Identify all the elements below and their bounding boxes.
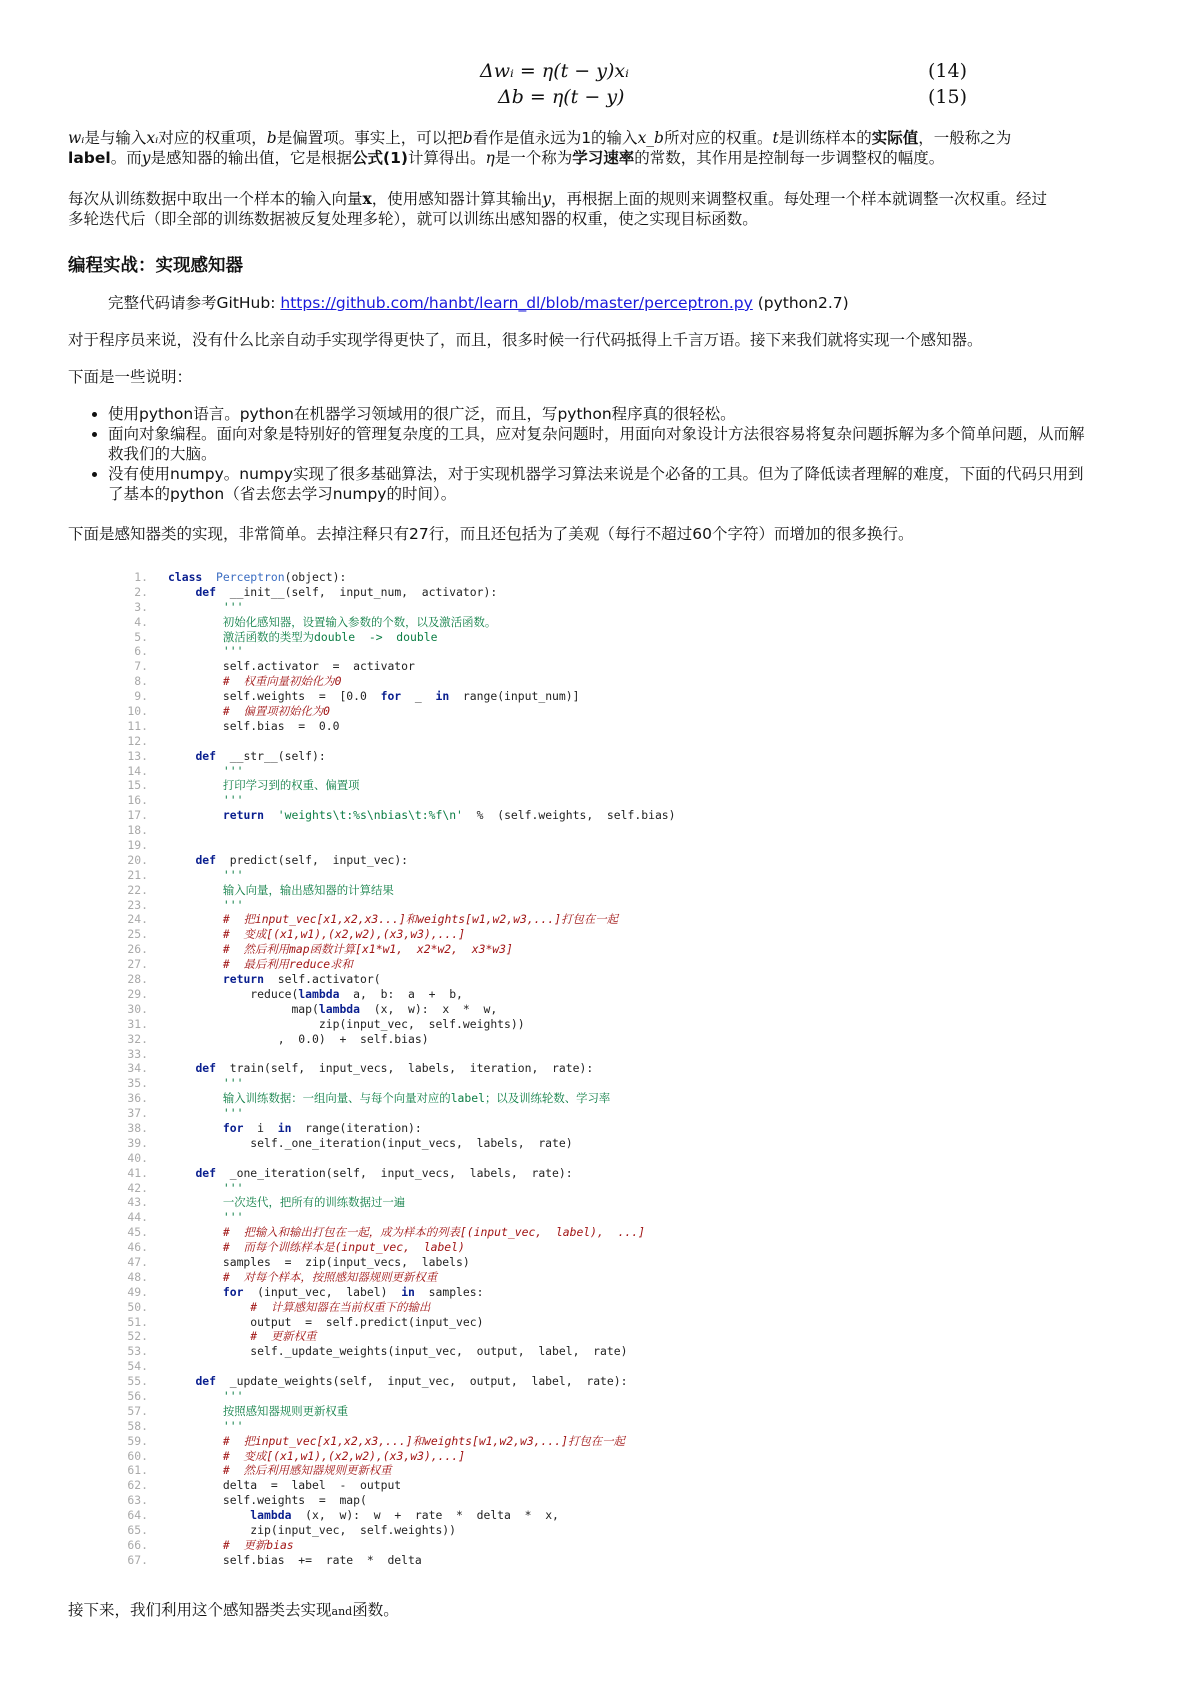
code-text: zip(input_vec, self.weights))	[168, 1523, 457, 1537]
equation-15	[0, 86, 1192, 112]
code-text: map(lambda (x, w): x * w,	[168, 1001, 498, 1016]
line-number: 39.	[127, 1135, 148, 1150]
line-number: 17.	[127, 808, 148, 823]
bold-formula-ref: 公式(1)	[352, 149, 408, 167]
code-text: 输入向量，输出感知器的计算结果	[222, 882, 394, 897]
code-text: # 变成[(x1,w1),(x2,w2),(x3,w3),...]	[222, 927, 466, 942]
line-number: 18.	[127, 823, 148, 838]
code-line	[118, 1374, 1018, 1389]
text: 函数。	[352, 1601, 399, 1619]
code-line	[118, 1434, 1018, 1449]
code-line	[118, 659, 1018, 674]
code-text: # 变成[(x1,w1),(x2,w2),(x3,w3),...]	[222, 1448, 466, 1463]
github-prefix: 完整代码请参考GitHub:	[108, 294, 281, 312]
code-text: self._update_weights(input_vec, output, label, rate)	[168, 1344, 628, 1359]
line-number: 58.	[127, 1418, 148, 1433]
line-number: 21.	[127, 867, 148, 882]
code-text: return self.activator(	[222, 972, 381, 987]
text: ，再根据上面的规则来调整权重。每处理一个样本就调整一次权重。经过多轮迭代后（即全部的训练数据被反复处理多轮），就可以训练出感知器的权重，使之实现目标函数。	[68, 190, 1048, 228]
code-line	[118, 912, 1018, 927]
line-number: 31.	[127, 1016, 148, 1031]
text: 接下来，我们利用这个感知器类去实现	[68, 1601, 332, 1619]
symbol-eta: η	[485, 149, 495, 167]
code-text: # 而每个训练样本是(input_vec, label)	[222, 1240, 465, 1255]
code-text: '''	[222, 1418, 244, 1433]
code-text: 初始化感知器，设置输入参数的个数，以及激活函数。	[222, 614, 497, 629]
line-number: 10.	[127, 704, 148, 719]
line-number: 14.	[127, 763, 148, 778]
text: 是一个称为	[494, 149, 573, 167]
code-line	[118, 1195, 1018, 1210]
line-number: 30.	[127, 1001, 148, 1016]
code-line	[118, 957, 1018, 972]
notes-list	[68, 404, 1093, 504]
line-number: 64.	[127, 1508, 148, 1523]
line-number: 15.	[127, 778, 148, 793]
line-number: 12.	[127, 733, 148, 748]
code-text: return 'weights\t:%s\nbias\t:%f\n' % (self.weights, self.bias)	[222, 808, 676, 823]
line-number: 43.	[127, 1195, 148, 1210]
code-line	[118, 749, 1018, 764]
code-line	[118, 1538, 1018, 1553]
paragraph-next-step	[68, 1600, 1053, 1622]
code-text: def _update_weights(self, input_vec, output, label, rate):	[195, 1374, 628, 1389]
code-text: 激活函数的类型为double -> double	[222, 629, 438, 644]
code-line	[118, 808, 1018, 823]
code-text: # 更新权重	[250, 1329, 317, 1344]
line-number: 23.	[127, 897, 148, 912]
bold-label: label	[68, 149, 111, 167]
line-number: 5.	[134, 629, 148, 644]
code-line	[118, 1017, 1018, 1032]
code-line	[118, 1151, 1018, 1166]
code-line	[118, 853, 1018, 868]
code-text: # 对每个样本，按照感知器规则更新权重	[222, 1269, 438, 1284]
code-line	[118, 883, 1018, 898]
code-line	[118, 704, 1018, 719]
symbol-b: b	[266, 129, 277, 147]
line-number: 9.	[134, 689, 148, 704]
line-number: 59.	[127, 1433, 148, 1448]
line-number: 60.	[127, 1448, 148, 1463]
code-line	[118, 1240, 1018, 1255]
paragraph-notes-intro: 下面是一些说明：	[68, 368, 193, 386]
line-number: 6.	[134, 644, 148, 659]
code-line	[118, 630, 1018, 645]
code-text: # 偏置项初始化为0	[222, 704, 331, 719]
code-line	[118, 1449, 1018, 1464]
code-text: '''	[222, 793, 244, 808]
line-number: 49.	[127, 1284, 148, 1299]
text: 看作是值永远为1的输入	[472, 129, 638, 147]
code-line	[118, 1344, 1018, 1359]
code-text: # 计算感知器在当前权重下的输出	[250, 1299, 431, 1314]
line-number: 46.	[127, 1240, 148, 1255]
code-text: self.activator = activator	[168, 659, 415, 674]
code-text: '''	[222, 763, 244, 778]
code-line	[118, 585, 1018, 600]
code-text: reduce(lambda a, b: a + b,	[168, 986, 463, 1001]
code-line	[118, 778, 1018, 793]
line-number: 57.	[127, 1403, 148, 1418]
line-number: 16.	[127, 793, 148, 808]
code-text: 按照感知器规则更新权重	[222, 1403, 349, 1418]
equation-15-expr: Δb = η(t − y)	[498, 86, 625, 108]
code-text: '''	[222, 1076, 244, 1091]
line-number: 55.	[127, 1374, 148, 1389]
line-number: 44.	[127, 1210, 148, 1225]
list-item: • 没有使用numpy。numpy实现了很多基础算法，对于实现机器学习算法来说是个必备的工具。但为了降低读者理解的难度，下面的代码只用到了基本的python（省去您去学习numpy的时间）。	[108, 464, 1093, 504]
line-number: 22.	[127, 882, 148, 897]
line-number: 36.	[127, 1091, 148, 1106]
symbol-xb: x_b	[637, 129, 664, 147]
equation-14	[0, 60, 1192, 86]
line-number: 34.	[127, 1061, 148, 1076]
line-number: 61.	[127, 1463, 148, 1478]
code-text: zip(input_vec, self.weights))	[168, 1016, 525, 1031]
line-number: 47.	[127, 1254, 148, 1269]
line-number: 4.	[134, 614, 148, 629]
line-number: 2.	[134, 584, 148, 599]
code-line	[118, 1419, 1018, 1434]
code-text: # 把input_vec[x1,x2,x3...]和weights[w1,w2,w3,...]打包在一起	[222, 912, 619, 927]
code-line	[118, 1508, 1018, 1523]
line-number: 33.	[127, 1046, 148, 1061]
code-line	[118, 1166, 1018, 1181]
line-number: 56.	[127, 1388, 148, 1403]
code-line	[118, 1300, 1018, 1315]
github-suffix: (python2.7)	[752, 294, 849, 312]
code-line	[118, 1404, 1018, 1419]
code-line	[118, 719, 1018, 734]
line-number: 53.	[127, 1344, 148, 1359]
code-line	[118, 793, 1018, 808]
text: 是训练样本的	[778, 129, 872, 147]
line-number: 7.	[134, 659, 148, 674]
symbol-y: y	[141, 149, 151, 167]
code-text: '''	[222, 1210, 244, 1225]
text: 是感知器的输出值，它是根据	[150, 149, 352, 167]
paragraph-training-process	[68, 189, 1053, 229]
code-text: '''	[222, 599, 244, 614]
code-line	[118, 1225, 1018, 1240]
symbol-y: y	[542, 190, 552, 208]
code-line	[118, 674, 1018, 689]
line-number: 8.	[134, 674, 148, 689]
code-text: '''	[222, 1180, 244, 1195]
code-line	[118, 1463, 1018, 1478]
code-and: and	[331, 1605, 353, 1618]
code-text: self.bias += rate * delta	[168, 1552, 422, 1567]
code-line	[118, 1553, 1018, 1568]
line-number: 54.	[127, 1359, 148, 1374]
symbol-b: b	[462, 129, 473, 147]
code-text: 一次迭代，把所有的训练数据过一遍	[222, 1195, 406, 1210]
line-number: 27.	[127, 957, 148, 972]
text: 是偏置项。事实上，可以把	[276, 129, 463, 147]
code-line	[118, 898, 1018, 913]
code-line	[118, 644, 1018, 659]
text: 。而	[110, 149, 142, 167]
code-text: samples = zip(input_vecs, labels)	[168, 1254, 470, 1269]
code-line	[118, 1076, 1018, 1091]
line-number: 1.	[134, 570, 148, 584]
equation-15-number: (15)	[927, 86, 967, 108]
list-item: • 面向对象编程。面向对象是特别好的管理复杂度的工具，应对复杂问题时，用面向对象设计方法很容易将复杂问题拆解为多个简单问题，从而解救我们的大脑。	[108, 424, 1093, 464]
line-number: 29.	[127, 986, 148, 1001]
code-line	[118, 1285, 1018, 1300]
code-line	[118, 615, 1018, 630]
line-number: 41.	[127, 1165, 148, 1180]
code-text: def __init__(self, input_num, activator):	[195, 584, 498, 599]
code-line	[118, 1032, 1018, 1047]
code-text: # 然后利用map函数计算[x1*w1, x2*w2, x3*w3]	[222, 942, 513, 957]
code-line	[118, 1329, 1018, 1344]
code-text: # 然后利用感知器规则更新权重	[222, 1463, 392, 1478]
line-number: 26.	[127, 942, 148, 957]
line-number: 24.	[127, 912, 148, 927]
code-line	[118, 987, 1018, 1002]
line-number: 42.	[127, 1180, 148, 1195]
line-number: 63.	[127, 1493, 148, 1508]
code-text: '''	[222, 644, 244, 659]
line-number: 28.	[127, 972, 148, 987]
symbol-x: x	[362, 189, 372, 208]
code-line	[118, 1002, 1018, 1017]
code-line	[118, 1091, 1018, 1106]
code-line	[118, 1121, 1018, 1136]
code-text: self._one_iteration(input_vecs, labels, rate)	[168, 1135, 573, 1150]
line-number: 48.	[127, 1269, 148, 1284]
code-block	[118, 570, 1018, 1568]
line-number: 25.	[127, 927, 148, 942]
code-line	[118, 1181, 1018, 1196]
code-line	[118, 1478, 1018, 1493]
code-text: for (input_vec, label) in samples:	[222, 1284, 484, 1299]
line-number: 51.	[127, 1314, 148, 1329]
symbol-wi: wᵢ	[68, 129, 85, 147]
code-line	[118, 1389, 1018, 1404]
line-number: 62.	[127, 1478, 148, 1493]
code-line	[118, 689, 1018, 704]
symbol-t: t	[772, 129, 779, 147]
code-text: # 最后利用reduce求和	[222, 957, 353, 972]
code-text: # 把输入和输出打包在一起，成为样本的列表[(input_vec, label), ...]	[222, 1225, 646, 1240]
line-number: 11.	[127, 718, 148, 733]
code-text: class Perceptron(object):	[168, 570, 347, 584]
code-text: self.bias = 0.0	[168, 718, 340, 733]
code-line	[118, 1493, 1018, 1508]
code-line	[118, 1136, 1018, 1151]
code-text: def __str__(self):	[195, 748, 326, 763]
line-number: 45.	[127, 1225, 148, 1240]
code-text: self.weights = map(	[168, 1493, 367, 1508]
line-number: 13.	[127, 748, 148, 763]
text: ，使用感知器计算其输出	[371, 190, 543, 208]
code-line	[118, 600, 1018, 615]
line-number: 52.	[127, 1329, 148, 1344]
code-text: def train(self, input_vecs, labels, iteration, rate):	[195, 1061, 594, 1076]
code-line	[118, 1210, 1018, 1225]
code-text: output = self.predict(input_vec)	[168, 1314, 484, 1329]
code-text: 打印学习到的权重、偏置项	[222, 778, 360, 793]
bold-learning-rate: 学习速率	[572, 149, 635, 167]
line-number: 40.	[127, 1150, 148, 1165]
code-text: '''	[222, 897, 244, 912]
code-line	[118, 1315, 1018, 1330]
code-line	[118, 1359, 1018, 1374]
bold-actual-value: 实际值	[871, 129, 919, 147]
code-line	[118, 1047, 1018, 1062]
symbol-xi: xᵢ	[146, 129, 159, 147]
line-number: 67.	[127, 1552, 148, 1567]
code-line	[118, 1255, 1018, 1270]
section-heading: 编程实战：实现感知器	[68, 256, 243, 276]
code-text: # 更新bias	[222, 1537, 294, 1552]
code-text: def predict(self, input_vec):	[195, 852, 409, 867]
code-line	[118, 1106, 1018, 1121]
paragraph-weight-update-explanation	[68, 128, 1053, 168]
code-text: , 0.0) + self.bias)	[168, 1031, 429, 1046]
code-text: '''	[222, 1388, 244, 1403]
code-text: '''	[222, 1106, 244, 1121]
code-text: # 权重向量初始化为0	[222, 674, 342, 689]
code-line	[118, 570, 1018, 585]
list-item: • 使用python语言。python在机器学习领域用的很广泛，而且，写python程序真的很轻松。	[108, 404, 1093, 424]
text: 对应的权重项，	[158, 129, 267, 147]
equation-14-expr: Δwᵢ = η(t − y)xᵢ	[480, 60, 629, 82]
code-text: # 把input_vec[x1,x2,x3,...]和weights[w1,w2,w3,...]打包在一起	[222, 1433, 625, 1448]
line-number: 19.	[127, 838, 148, 853]
text: 是与输入	[84, 129, 147, 147]
code-text: '''	[222, 867, 244, 882]
line-number: 38.	[127, 1120, 148, 1135]
line-number: 32.	[127, 1031, 148, 1046]
code-line	[118, 1270, 1018, 1285]
text: 所对应的权重。	[663, 129, 773, 147]
line-number: 66.	[127, 1537, 148, 1552]
line-number: 37.	[127, 1106, 148, 1121]
equation-14-number: (14)	[927, 60, 967, 82]
code-text: def _one_iteration(self, input_vecs, labels, rate):	[195, 1165, 573, 1180]
text: ，一般称之为	[918, 129, 1012, 147]
code-line	[118, 868, 1018, 883]
code-line	[118, 942, 1018, 957]
code-line	[118, 734, 1018, 749]
text: 计算得出。	[407, 149, 486, 167]
code-text: delta = label - output	[168, 1478, 402, 1493]
line-number: 50.	[127, 1299, 148, 1314]
line-number: 3.	[134, 599, 148, 614]
code-line	[118, 764, 1018, 779]
code-line	[118, 1523, 1018, 1538]
line-number: 35.	[127, 1076, 148, 1091]
code-text: 输入训练数据：一组向量、与每个向量对应的label；以及训练轮数、学习率	[222, 1091, 611, 1106]
github-link[interactable]: https://github.com/hanbt/learn_dl/blob/master/perceptron.py	[280, 294, 753, 312]
code-line	[118, 1061, 1018, 1076]
text: 每次从训练数据中取出一个样本的输入向量	[68, 190, 363, 208]
code-line	[118, 838, 1018, 853]
line-number: 20.	[127, 852, 148, 867]
code-line	[118, 927, 1018, 942]
line-number: 65.	[127, 1523, 148, 1537]
code-text: self.weights = [0.0 for _ in range(input_num)]	[168, 689, 580, 704]
code-line	[118, 823, 1018, 838]
code-line	[118, 972, 1018, 987]
paragraph-class-intro: 下面是感知器类的实现，非常简单。去掉注释只有27行，而且还包括为了美观（每行不超过60个字符）而增加的很多换行。	[68, 525, 914, 543]
github-reference	[108, 293, 1093, 313]
text: 的常数，其作用是控制每一步调整权的幅度。	[634, 149, 945, 167]
code-text: for i in range(iteration):	[222, 1120, 422, 1135]
code-text: lambda (x, w): w + rate * delta * x,	[250, 1508, 559, 1523]
paragraph-intro-implementation: 对于程序员来说，没有什么比亲自动手实现学得更快了，而且，很多时候一行代码抵得上千言万语。接下来我们就将实现一个感知器。	[68, 331, 983, 349]
